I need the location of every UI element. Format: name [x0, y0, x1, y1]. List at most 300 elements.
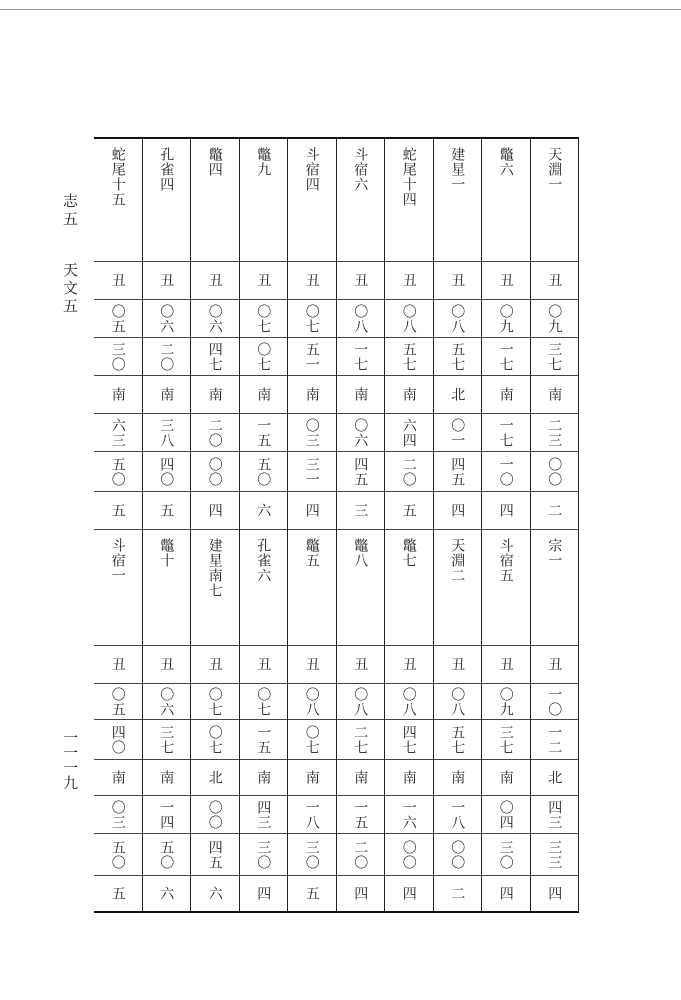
- table-value: 丑: [400, 657, 417, 672]
- value-cell: [240, 795, 288, 833]
- star-name-cell: [337, 529, 385, 645]
- value-cell: [240, 645, 288, 683]
- table-value: 五〇: [109, 456, 126, 487]
- value-cell: [94, 645, 142, 683]
- table-value: 一六: [400, 799, 417, 830]
- table-value: 四: [497, 503, 514, 518]
- value-cell: [94, 299, 142, 337]
- page-number: 一一一九: [61, 730, 79, 790]
- value-cell: [240, 719, 288, 759]
- value-cell: [385, 261, 433, 299]
- star-name: 建星一: [449, 147, 466, 192]
- table-value: 四: [400, 886, 417, 901]
- table-value: 四: [352, 886, 369, 901]
- table-value: 一〇: [546, 686, 563, 717]
- value-cell: [434, 451, 482, 491]
- value-cell: [191, 413, 239, 451]
- value-cell: [240, 451, 288, 491]
- table-column: [337, 139, 386, 911]
- value-cell: [531, 413, 579, 451]
- table-value: 丑: [158, 273, 175, 288]
- value-cell: [434, 719, 482, 759]
- value-cell: [143, 833, 191, 875]
- value-cell: [143, 413, 191, 451]
- value-cell: [337, 375, 385, 413]
- table-value: 丑: [206, 657, 223, 672]
- value-cell: [531, 337, 579, 375]
- value-cell: [385, 683, 433, 719]
- value-cell: [434, 375, 482, 413]
- table-value: 〇八: [400, 303, 417, 334]
- value-cell: [288, 875, 336, 911]
- value-cell: [434, 833, 482, 875]
- value-cell: [191, 833, 239, 875]
- table-value: 〇九: [546, 303, 563, 334]
- value-cell: [482, 491, 530, 529]
- table-value: 〇七: [255, 686, 272, 717]
- table-value: 〇〇: [400, 839, 417, 870]
- table-value: 丑: [546, 657, 563, 672]
- table-value: 〇一: [449, 417, 466, 448]
- table-value: 二〇: [206, 417, 223, 448]
- table-value: 四七: [400, 724, 417, 755]
- value-cell: [337, 645, 385, 683]
- value-cell: [288, 491, 336, 529]
- table-value: 〇三: [109, 799, 126, 830]
- table-value: 丑: [109, 273, 126, 288]
- value-cell: [385, 451, 433, 491]
- value-cell: [482, 413, 530, 451]
- value-cell: [143, 719, 191, 759]
- table-value: 三七: [546, 341, 563, 372]
- value-cell: [288, 299, 336, 337]
- value-cell: [482, 261, 530, 299]
- value-cell: [482, 833, 530, 875]
- table-value: 三八: [158, 417, 175, 448]
- table-value: 三七: [158, 724, 175, 755]
- table-value: 南: [497, 770, 514, 785]
- table-value: 〇〇: [546, 456, 563, 487]
- table-column: [191, 139, 240, 911]
- star-name-cell: [240, 529, 288, 645]
- table-value: 丑: [109, 657, 126, 672]
- table-value: 四: [303, 503, 320, 518]
- star-name-cell: [482, 139, 530, 261]
- value-cell: [337, 683, 385, 719]
- star-name-cell: [288, 139, 336, 261]
- table-value: 〇六: [158, 686, 175, 717]
- value-cell: [143, 375, 191, 413]
- table-value: 一五: [255, 417, 272, 448]
- table-value: 〇五: [109, 686, 126, 717]
- value-cell: [94, 413, 142, 451]
- table-value: 丑: [352, 273, 369, 288]
- value-cell: [337, 299, 385, 337]
- star-name: 斗宿六: [352, 147, 369, 192]
- value-cell: [531, 451, 579, 491]
- table-value: 〇八: [449, 303, 466, 334]
- value-cell: [434, 875, 482, 911]
- table-value: 五七: [449, 341, 466, 372]
- value-cell: [337, 337, 385, 375]
- table-value: 南: [400, 770, 417, 785]
- table-value: 南: [255, 387, 272, 402]
- table-value: 丑: [206, 273, 223, 288]
- value-cell: [94, 719, 142, 759]
- table-value: 三〇: [109, 341, 126, 372]
- table-value: 北: [449, 387, 466, 402]
- table-value: 南: [109, 387, 126, 402]
- value-cell: [143, 337, 191, 375]
- table-value: 四〇: [109, 724, 126, 755]
- table-value: 三: [352, 503, 369, 518]
- value-cell: [385, 795, 433, 833]
- value-cell: [240, 261, 288, 299]
- value-cell: [531, 719, 579, 759]
- table-value: 〇〇: [206, 456, 223, 487]
- table-value: 二七: [352, 724, 369, 755]
- table-value: 丑: [158, 657, 175, 672]
- table-value: 四: [255, 886, 272, 901]
- value-cell: [482, 759, 530, 795]
- value-cell: [94, 375, 142, 413]
- table-value: 〇八: [400, 686, 417, 717]
- table-value: 〇六: [158, 303, 175, 334]
- table-value: 五: [158, 503, 175, 518]
- value-cell: [94, 833, 142, 875]
- table-column: [482, 139, 531, 911]
- value-cell: [482, 645, 530, 683]
- value-cell: [385, 413, 433, 451]
- table-value: 二: [449, 886, 466, 901]
- table-value: 四: [546, 886, 563, 901]
- value-cell: [337, 719, 385, 759]
- value-cell: [385, 833, 433, 875]
- value-cell: [482, 299, 530, 337]
- value-cell: [434, 759, 482, 795]
- value-cell: [288, 413, 336, 451]
- table-value: 三一: [303, 456, 320, 487]
- table-value: 南: [303, 387, 320, 402]
- table-value: 三〇: [303, 839, 320, 870]
- value-cell: [191, 451, 239, 491]
- star-name: 天淵二: [449, 538, 466, 583]
- table-value: 五: [303, 886, 320, 901]
- value-cell: [482, 451, 530, 491]
- value-cell: [337, 491, 385, 529]
- table-value: 〇七: [303, 303, 320, 334]
- table-value: 一四: [158, 799, 175, 830]
- value-cell: [337, 261, 385, 299]
- star-name-cell: [434, 139, 482, 261]
- table-column: [385, 139, 434, 911]
- star-name-cell: [337, 139, 385, 261]
- star-name: 斗宿一: [109, 538, 126, 583]
- table-value: 〇七: [206, 686, 223, 717]
- table-value: 六: [206, 886, 223, 901]
- table-value: 一五: [255, 724, 272, 755]
- value-cell: [191, 261, 239, 299]
- table-value: 〇六: [206, 303, 223, 334]
- value-cell: [240, 337, 288, 375]
- star-name-cell: [191, 139, 239, 261]
- table-value: 〇九: [497, 303, 514, 334]
- value-cell: [288, 261, 336, 299]
- value-cell: [288, 795, 336, 833]
- table-value: 南: [158, 770, 175, 785]
- value-cell: [531, 375, 579, 413]
- star-name-cell: [434, 529, 482, 645]
- value-cell: [385, 337, 433, 375]
- table-value: 〇七: [303, 724, 320, 755]
- value-cell: [288, 645, 336, 683]
- table-value: 四五: [449, 456, 466, 487]
- table-value: 五〇: [158, 839, 175, 870]
- star-name: 斗宿四: [303, 147, 320, 192]
- value-cell: [288, 833, 336, 875]
- table-column: [143, 139, 192, 911]
- table-value: 五七: [449, 724, 466, 755]
- star-name: 孔雀六: [255, 538, 272, 583]
- table-value: 六: [158, 886, 175, 901]
- table-value: 丑: [255, 657, 272, 672]
- value-cell: [191, 299, 239, 337]
- table-value: 五: [109, 886, 126, 901]
- value-cell: [94, 337, 142, 375]
- table-value: 南: [449, 770, 466, 785]
- table-value: 〇七: [255, 303, 272, 334]
- table-value: 一七: [352, 341, 369, 372]
- table-value: 一七: [497, 417, 514, 448]
- table-value: 丑: [400, 273, 417, 288]
- table-value: 丑: [449, 273, 466, 288]
- value-cell: [385, 875, 433, 911]
- table-value: 二〇: [352, 839, 369, 870]
- table-value: 南: [352, 387, 369, 402]
- table-value: 南: [497, 387, 514, 402]
- value-cell: [482, 719, 530, 759]
- value-cell: [288, 375, 336, 413]
- value-cell: [531, 645, 579, 683]
- value-cell: [434, 299, 482, 337]
- value-cell: [385, 375, 433, 413]
- star-catalog-table: [94, 137, 579, 913]
- value-cell: [434, 413, 482, 451]
- table-value: 南: [158, 387, 175, 402]
- star-name-cell: [531, 139, 579, 261]
- table-column: [288, 139, 337, 911]
- value-cell: [143, 491, 191, 529]
- value-cell: [143, 645, 191, 683]
- table-value: 三三: [546, 839, 563, 870]
- table-value: 北: [206, 770, 223, 785]
- value-cell: [240, 683, 288, 719]
- table-value: 丑: [303, 273, 320, 288]
- table-value: 南: [400, 387, 417, 402]
- value-cell: [240, 491, 288, 529]
- table-value: 〇四: [497, 799, 514, 830]
- table-value: 〇五: [109, 303, 126, 334]
- table-value: 一二: [546, 724, 563, 755]
- value-cell: [143, 795, 191, 833]
- table-value: 〇〇: [449, 839, 466, 870]
- value-cell: [531, 795, 579, 833]
- table-value: 一八: [303, 799, 320, 830]
- star-name-cell: [94, 139, 142, 261]
- page-top-rule: [0, 9, 681, 10]
- star-name-cell: [531, 529, 579, 645]
- value-cell: [531, 299, 579, 337]
- volume-label: 志五: [61, 193, 79, 229]
- table-value: 三〇: [255, 839, 272, 870]
- value-cell: [434, 683, 482, 719]
- table-value: 丑: [497, 273, 514, 288]
- star-name: 鼈四: [206, 147, 223, 177]
- star-name: 天淵一: [546, 147, 563, 192]
- value-cell: [240, 833, 288, 875]
- table-value: 四: [449, 503, 466, 518]
- table-value: 五一: [303, 341, 320, 372]
- value-cell: [482, 683, 530, 719]
- table-value: 丑: [546, 273, 563, 288]
- table-value: 南: [352, 770, 369, 785]
- star-name-cell: [143, 139, 191, 261]
- value-cell: [288, 337, 336, 375]
- table-value: 南: [303, 770, 320, 785]
- table-value: 〇八: [352, 303, 369, 334]
- value-cell: [240, 299, 288, 337]
- value-cell: [94, 759, 142, 795]
- value-cell: [94, 491, 142, 529]
- table-value: 〇八: [449, 686, 466, 717]
- value-cell: [143, 299, 191, 337]
- table-value: 〇三: [303, 417, 320, 448]
- value-cell: [337, 451, 385, 491]
- table-value: 六四: [400, 417, 417, 448]
- value-cell: [531, 683, 579, 719]
- star-name: 蛇尾十四: [400, 147, 417, 207]
- star-name: 斗宿五: [497, 538, 514, 583]
- table-value: 五: [109, 503, 126, 518]
- value-cell: [94, 683, 142, 719]
- star-name: 鼈七: [400, 538, 417, 568]
- table-value: 二三: [546, 417, 563, 448]
- value-cell: [385, 719, 433, 759]
- star-name: 鼈十: [158, 538, 175, 568]
- value-cell: [531, 491, 579, 529]
- star-name-cell: [94, 529, 142, 645]
- value-cell: [482, 337, 530, 375]
- value-cell: [288, 759, 336, 795]
- table-value: 丑: [449, 657, 466, 672]
- star-name-cell: [191, 529, 239, 645]
- table-value: 〇九: [497, 686, 514, 717]
- table-value: 〇七: [255, 341, 272, 372]
- table-value: 北: [546, 770, 563, 785]
- star-name: 鼈六: [497, 147, 514, 177]
- star-name: 鼈九: [255, 147, 272, 177]
- value-cell: [337, 795, 385, 833]
- value-cell: [240, 375, 288, 413]
- value-cell: [191, 683, 239, 719]
- table-value: 〇八: [303, 686, 320, 717]
- value-cell: [531, 759, 579, 795]
- table-value: 二: [546, 503, 563, 518]
- table-value: 三〇: [497, 839, 514, 870]
- value-cell: [531, 261, 579, 299]
- value-cell: [143, 683, 191, 719]
- value-cell: [143, 759, 191, 795]
- star-name-cell: [240, 139, 288, 261]
- value-cell: [240, 759, 288, 795]
- value-cell: [385, 645, 433, 683]
- table-value: 南: [255, 770, 272, 785]
- value-cell: [191, 759, 239, 795]
- value-cell: [94, 451, 142, 491]
- value-cell: [531, 833, 579, 875]
- table-value: 四五: [352, 456, 369, 487]
- table-value: 四: [206, 503, 223, 518]
- table-value: 二〇: [158, 341, 175, 372]
- value-cell: [143, 451, 191, 491]
- section-label: 天文五: [61, 262, 79, 316]
- star-name-cell: [482, 529, 530, 645]
- table-value: 南: [206, 387, 223, 402]
- star-name: 鼈五: [303, 538, 320, 568]
- table-value: 南: [109, 770, 126, 785]
- table-column: [531, 139, 580, 911]
- star-name: 孔雀四: [158, 147, 175, 192]
- table-value: 四〇: [158, 456, 175, 487]
- star-name: 鼈八: [352, 538, 369, 568]
- table-value: 〇〇: [206, 799, 223, 830]
- table-value: 五七: [400, 341, 417, 372]
- value-cell: [385, 759, 433, 795]
- value-cell: [240, 413, 288, 451]
- table-value: 〇六: [352, 417, 369, 448]
- value-cell: [385, 491, 433, 529]
- star-name: 蛇尾十五: [109, 147, 126, 207]
- value-cell: [143, 875, 191, 911]
- table-value: 一〇: [497, 456, 514, 487]
- value-cell: [288, 683, 336, 719]
- value-cell: [191, 375, 239, 413]
- value-cell: [434, 337, 482, 375]
- star-name-cell: [385, 529, 433, 645]
- table-value: 南: [546, 387, 563, 402]
- table-value: 四三: [255, 799, 272, 830]
- value-cell: [482, 795, 530, 833]
- table-value: 丑: [352, 657, 369, 672]
- value-cell: [288, 451, 336, 491]
- value-cell: [240, 875, 288, 911]
- table-value: 一五: [352, 799, 369, 830]
- value-cell: [434, 795, 482, 833]
- value-cell: [288, 719, 336, 759]
- table-value: 〇七: [206, 724, 223, 755]
- value-cell: [385, 299, 433, 337]
- value-cell: [191, 719, 239, 759]
- value-cell: [482, 875, 530, 911]
- value-cell: [94, 261, 142, 299]
- table-column: [240, 139, 289, 911]
- table-value: 〇八: [352, 686, 369, 717]
- star-name-cell: [385, 139, 433, 261]
- table-value: 一七: [497, 341, 514, 372]
- table-value: 五〇: [255, 456, 272, 487]
- value-cell: [337, 413, 385, 451]
- value-cell: [434, 261, 482, 299]
